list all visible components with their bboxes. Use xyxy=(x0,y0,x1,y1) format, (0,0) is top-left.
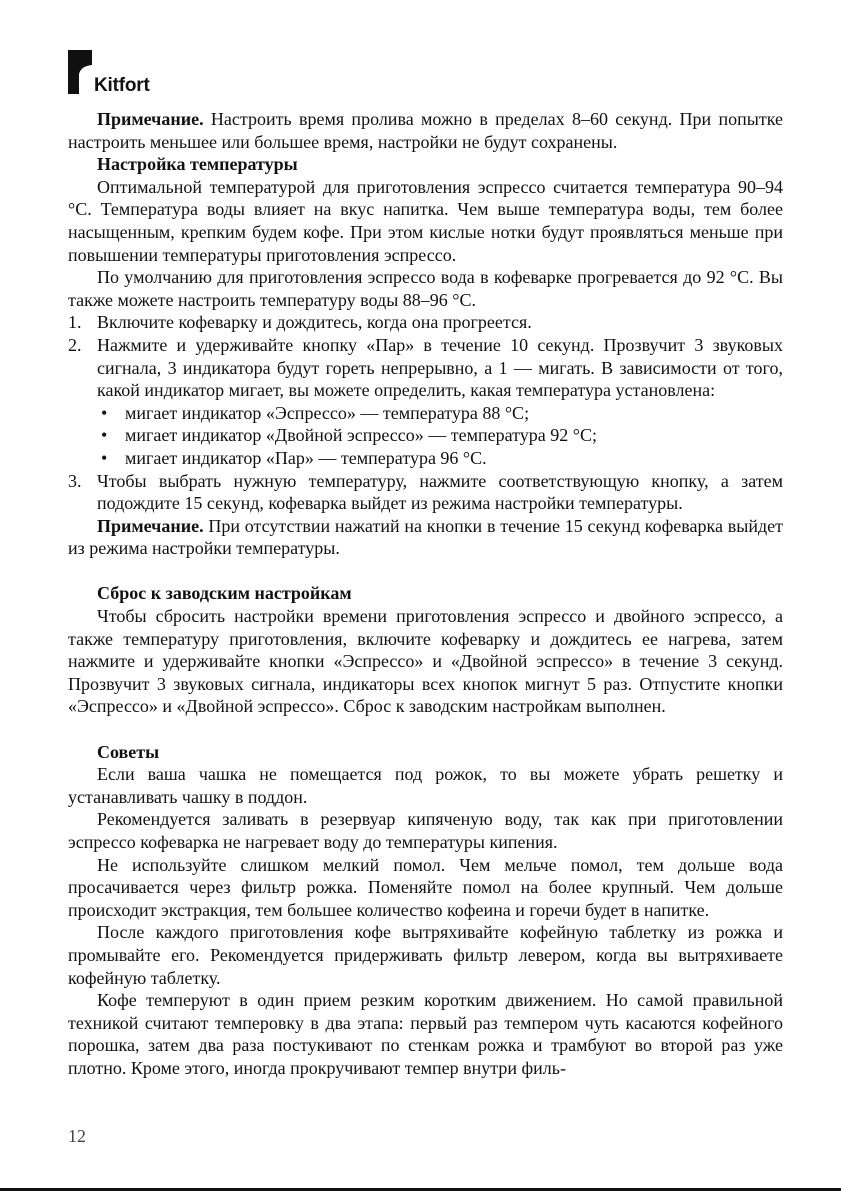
temperature-paragraph-1: Оптимальной температурой для приготовления эспрессо считается температура 90–94 °С. Температура воды влияет на вкус напитка. Чем выше температура воды, тем более насыщенным, крепким будем кофе. При этом кислые нотки будут проявляться меньше при повышении температуры приготовления эспрессо. xyxy=(68,176,783,265)
tips-paragraph-5: Кофе темперуют в один прием резким коротким движением. Но самой правильной техникой считают темперовку в два этапа: первый раз темпером чуть касаются кофейного порошка, затем два раза постукивают по стенкам рожка и трамбуют во второй раз уже плотно. Кроме этого, иногда прокручивают темпер внутри филь- xyxy=(68,990,783,1078)
step-number: 1. xyxy=(68,312,82,333)
note-extraction-time xyxy=(68,108,783,153)
temperature-heading: Настройка температуры xyxy=(97,154,298,175)
tips-paragraph-4: После каждого приготовления кофе вытряхивайте кофейную таблетку из рожка и промывайте его. Рекомендуется придерживать фильтр левером, когда вы вытряхиваете кофейную таблетку. xyxy=(68,922,783,988)
bullet-icon: • xyxy=(101,447,108,468)
step-item xyxy=(68,470,783,515)
note-label: Примечание. xyxy=(97,109,204,129)
temperature-steps xyxy=(68,311,783,514)
tips-paragraph-3: Не используйте слишком мелкий помол. Чем мельче помол, тем дольше вода просачивается через фильтр рожка. Поменяйте помол на более крупный. Чем дольше происходит экстракция, тем большее количество кофеина и горечи будет в напитке. xyxy=(68,854,783,920)
bullet-item xyxy=(97,424,783,447)
tips-paragraph-2: Рекомендуется заливать в резервуар кипяченую воду, так как при приготовлении эспрессо кофеварка не нагревает воду до температуры кипения. xyxy=(68,809,783,852)
manual-page-content xyxy=(68,108,783,1080)
temperature-paragraph-2: По умолчанию для приготовления эспрессо вода в кофеварке прогревается до 92 °С. Вы также можете настроить температуру воды 88–96 °С. xyxy=(68,267,783,310)
bullet-icon: • xyxy=(101,425,108,446)
tips-paragraph-1: Если ваша чашка не помещается под рожок, то вы можете убрать решетку и устанавливать чашку в поддон. xyxy=(68,764,783,807)
reset-heading: Сброс к заводским настройкам xyxy=(97,583,352,604)
note-temperature-timeout xyxy=(68,515,783,560)
temperature-indicator-list xyxy=(97,402,783,470)
bullet-text: мигает индикатор «Двойной эспрессо» — температура 92 °С; xyxy=(125,425,597,446)
step-number: 2. xyxy=(68,334,82,355)
step-text: Чтобы выбрать нужную температуру, нажмите соответствующую кнопку, а затем подождите 15 секунд, кофеварка выйдет из режима настройки температуры. xyxy=(97,470,783,514)
reset-paragraph: Чтобы сбросить настройки времени приготовления эспрессо и двойного эспрессо, а также температуру приготовления, включите кофеварку и дождитесь ее нагрева, затем нажмите и удерживайте кнопки «Эспрессо» и «Двойной эспрессо» в течение 3 секунд. Прозвучит 3 звуковых сигнала, индикаторы всех кнопок мигнут 5 раз. Отпустите кнопки «Эспрессо» и «Двойной эспрессо». Сброс к заводским настройкам выполнен. xyxy=(68,606,783,717)
note-text: При отсутствии нажатий на кнопки в течение 15 секунд кофеварка выйдет из режима настройки температуры. xyxy=(68,515,783,559)
step-text: Включите кофеварку и дождитесь, когда она прогреется. xyxy=(97,312,532,333)
bullet-text: мигает индикатор «Эспрессо» — температура 88 °С; xyxy=(125,402,530,423)
brand-logo xyxy=(68,50,188,96)
note-label: Примечание. xyxy=(97,515,204,536)
tips-heading: Советы xyxy=(97,741,160,762)
bullet-text: мигает индикатор «Пар» — температура 96 °С. xyxy=(125,447,487,468)
step-number: 3. xyxy=(68,470,82,491)
brand-name: Kitfort xyxy=(94,75,150,96)
bullet-icon: • xyxy=(101,402,108,423)
step-item xyxy=(68,311,783,334)
page-number: 12 xyxy=(68,1126,86,1146)
step-item xyxy=(68,334,783,470)
bullet-item xyxy=(97,402,783,425)
note-text: Настроить время пролива можно в пределах 8–60 секунд. При попытке настроить меньшее или большее время, настройки не будут сохранены. xyxy=(68,109,783,152)
kitfort-logo-icon xyxy=(68,50,92,94)
step-text: Нажмите и удерживайте кнопку «Пар» в течение 10 секунд. Прозвучит 3 звуковых сигнала, 3 индикатора будут гореть непрерывно, а 1 — мигать. В зависимости от того, какой индикатор мигает, вы можете определить, какая температура установлена: xyxy=(97,334,783,401)
bullet-item xyxy=(97,447,783,470)
